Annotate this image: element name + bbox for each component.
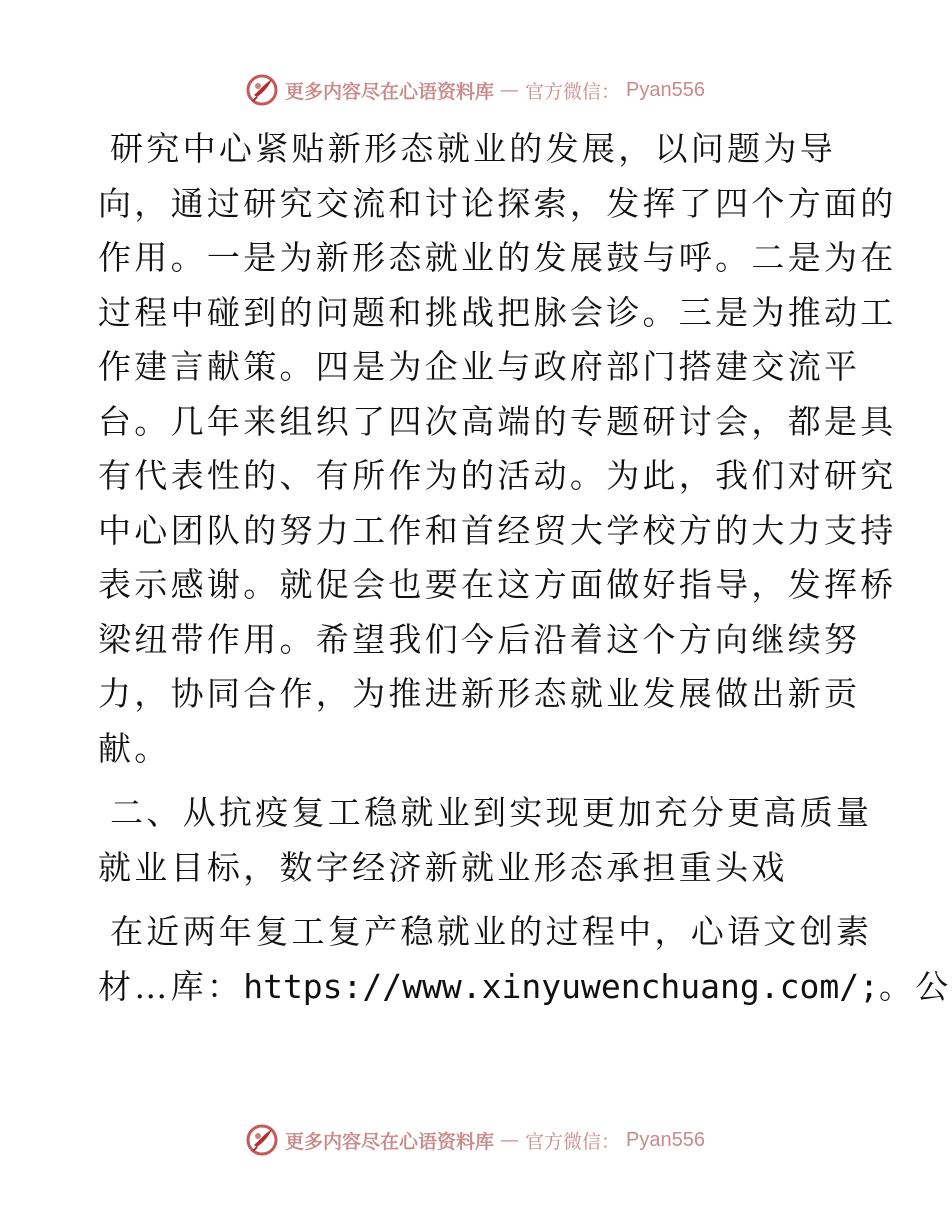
- watermark-official-label: 官方微信：: [525, 1130, 621, 1153]
- text-line: 中心团队的努力工作和首经贸大学校方的大力支持: [98, 510, 897, 550]
- text-prefix: 材…库：: [98, 966, 244, 1006]
- text-line: 力，协同合作，为推进新形态就业发展做出新贡: [98, 674, 861, 713]
- text-line: 梁纽带作用。希望我们今后沿着这个方向继续努: [98, 619, 861, 659]
- watermark-wechat-id: Pyan556: [626, 1128, 705, 1151]
- watermark-separator: —: [500, 79, 520, 101]
- text-line-with-link: [98, 960, 952, 1015]
- quill-seal-icon: [245, 1123, 279, 1157]
- watermark-official-label: 官方微信：: [525, 80, 621, 103]
- quill-seal-icon: [245, 73, 279, 107]
- text-line: 表示感谢。就促会也要在这方面做好指导，发挥桥: [98, 565, 897, 604]
- text-line: 过程中碰到的问题和挑战把脉会诊。三是为推动工: [98, 292, 897, 332]
- text-line: 向，通过研究交流和讨论探索，发挥了四个方面的: [98, 183, 897, 223]
- text-line: 作用。一是为新形态就业的发展鼓与呼。二是为在: [98, 238, 897, 277]
- header-watermark: [0, 70, 950, 110]
- heading-line: 就业目标，数字经济新就业形态承担重头戏: [98, 847, 788, 887]
- text-line: 在近两年复工复产稳就业的过程中，心语文创素: [110, 912, 873, 951]
- section-heading-2: [98, 786, 873, 895]
- text-line: 有代表性的、有所作为的活动。为此，我们对研究: [98, 456, 897, 495]
- footer-watermark: [0, 1120, 950, 1160]
- heading-line: 二、从抗疫复工稳就业到实现更加充分更高质量: [110, 793, 873, 832]
- watermark-site-text: 更多内容尽在心语资料库: [285, 1130, 495, 1153]
- watermark-separator: —: [500, 1129, 520, 1151]
- text-line: 台。几年来组织了四次高端的专题研讨会，都是具: [98, 401, 897, 441]
- text-suffix: 。公: [878, 966, 952, 1006]
- text-line: 献。: [98, 728, 171, 768]
- paragraph-3: [98, 905, 952, 1014]
- text-line: 研究中心紧贴新形态就业的发展，以问题为导: [110, 129, 836, 168]
- source-url: https://www.xinyuwenchuang.com/;: [243, 966, 879, 1006]
- document-body: [98, 122, 952, 1014]
- text-line: 作建言献策。四是为企业与政府部门搭建交流平: [98, 347, 861, 386]
- paragraph-1: [98, 122, 897, 776]
- watermark-wechat-id: Pyan556: [626, 78, 705, 101]
- watermark-site-text: 更多内容尽在心语资料库: [285, 80, 495, 103]
